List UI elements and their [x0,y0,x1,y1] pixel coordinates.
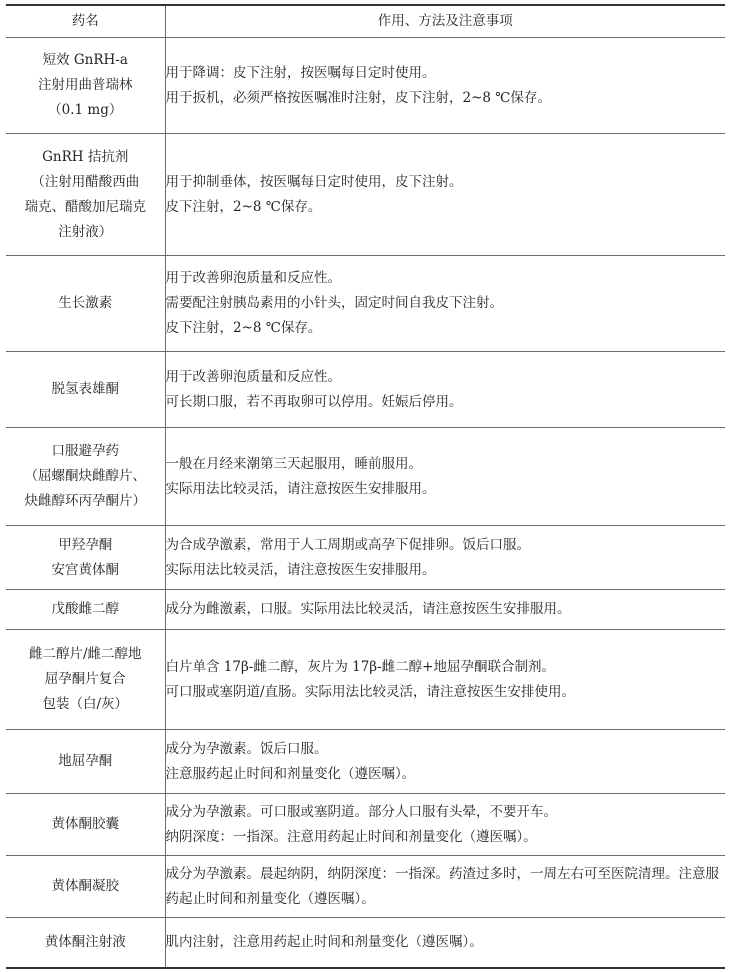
table-row [6,38,725,134]
drug-name-cell [6,918,165,968]
drug-name-cell [6,590,165,630]
header-drug-name: 药名 [6,5,165,38]
medication-table [6,4,725,969]
drug-name-line: （注射用醋酸西曲 [31,173,140,190]
usage-notes-cell [165,918,725,968]
usage-notes-cell [165,352,725,428]
usage-note-line: 用于改善卵泡质量和反应性。 [165,368,341,385]
drug-name-cell [6,428,165,526]
usage-notes-cell [165,38,725,134]
drug-name-line: 脱氢表雄酮 [51,381,119,397]
table-row [6,256,725,352]
header-row [6,5,725,38]
usage-note-line: 为合成孕激素，常用于人工周期或高孕下促排卵。饭后口服。 [165,536,530,553]
usage-note-line: 用于降调：皮下注射，按医嘱每日定时使用。 [165,64,436,81]
usage-note-line: 实际用法比较灵活，请注意按医生安排服用。 [165,561,436,578]
usage-note-line: 可长期口服，若不再取卵可以停用。妊娠后停用。 [165,393,463,410]
table-row [6,134,725,256]
drug-name-line: 生长激素 [58,295,113,311]
table-row [6,590,725,630]
drug-name-line: 注射用曲普瑞林 [38,77,133,93]
header-usage-notes: 作用、方法及注意事项 [165,5,725,38]
drug-name-line: 安宫黄体酮 [51,561,119,578]
usage-note-line: 纳阴深度：一指深。注意用药起止时间和剂量变化（遵医嘱）。 [165,828,537,845]
drug-name-line: GnRH 拮抗剂 [42,148,129,165]
usage-note-line: 白片单含 17β-雌二醇，灰片为 17β-雌二醇+地屈孕酮联合制剂。 [165,658,555,675]
drug-name-line: 戊酸雌二醇 [51,601,119,617]
usage-note-line: 成分为孕激素。可口服或塞阴道。部分人口服有头晕，不要开车。 [165,803,557,820]
table-row [6,630,725,730]
table-row [6,856,725,918]
drug-name-line: 黄体酮注射液 [44,933,126,950]
usage-note-line: 可口服或塞阴道/直肠。实际用法比较灵活，请注意按医生安排使用。 [165,683,576,700]
drug-name-cell [6,352,165,428]
usage-note-line: 皮下注射，2~8 ℃保存。 [165,198,322,215]
usage-note-line: 成分为雌激素，口服。实际用法比较灵活，请注意按医生安排服用。 [165,601,571,617]
drug-name-cell [6,38,165,134]
drug-name-cell [6,256,165,352]
usage-notes-cell [165,134,725,256]
usage-note-line: 需要配注射胰岛素用的小针头，固定时间自我皮下注射。 [165,295,503,311]
table-row [6,428,725,526]
usage-notes-cell [165,526,725,590]
table-row [6,730,725,794]
drug-name-line: 黄体酮胶囊 [51,816,119,832]
table-row [6,526,725,590]
drug-name-cell [6,794,165,856]
usage-note-line: 用于改善卵泡质量和反应性。 [165,270,341,286]
drug-name-line: （0.1 mg） [48,102,123,118]
usage-notes-cell [165,590,725,630]
drug-name-line: 包装（白/灰） [42,696,129,712]
table-row [6,352,725,428]
usage-notes-cell [165,730,725,794]
usage-note-line: 皮下注射，2~8 ℃保存。 [165,320,322,336]
usage-note-line: 成分为孕激素。饭后口服。 [165,740,328,757]
drug-name-cell [6,526,165,590]
drug-name-cell [6,630,165,730]
drug-name-line: 瑞克、醋酸加尼瑞克 [24,198,146,215]
usage-notes-cell [165,794,725,856]
drug-name-line: 口服避孕药 [51,443,119,459]
drug-name-cell [6,730,165,794]
usage-note-line: 用于扳机，必须严格按医嘱准时注射，皮下注射，2~8 ℃保存。 [165,89,551,106]
usage-note-line: 成分为孕激素。晨起纳阴，纳阴深度：一指深。药渣过多时，一周左右可至医院清理。注意服药起止时间和剂量变化（遵医嘱）。 [165,865,719,907]
drug-name-line: 雌二醇片/雌二醇地 [28,646,142,662]
table-body [6,38,725,968]
drug-name-line: 注射液） [58,223,113,240]
usage-notes-cell [165,630,725,730]
drug-name-line: 黄体酮凝胶 [51,878,119,894]
usage-note-line: 一般在月经来潮第三天起服用，睡前服用。 [165,455,422,472]
usage-notes-cell [165,428,725,526]
drug-name-line: 炔雌醇环丙孕酮片） [24,493,146,509]
usage-note-line: 肌内注射，注意用药起止时间和剂量变化（遵医嘱）。 [165,933,483,950]
drug-name-line: 甲羟孕酮 [58,536,113,553]
drug-name-cell [6,856,165,918]
table-row [6,794,725,856]
drug-name-line: 屈孕酮片复合 [44,671,126,687]
drug-name-line: 短效 GnRH-a [42,52,128,68]
usage-note-line: 注意服药起止时间和剂量变化（遵医嘱）。 [165,765,416,782]
usage-note-line: 实际用法比较灵活，请注意按医生安排服用。 [165,480,436,497]
drug-name-cell [6,134,165,256]
drug-name-line: （屈螺酮炔雌醇片、 [24,468,146,484]
usage-notes-cell [165,256,725,352]
table-header [6,5,725,38]
table-row [6,918,725,968]
usage-notes-cell [165,856,725,918]
drug-name-line: 地屈孕酮 [58,753,113,769]
usage-note-line: 用于抑制垂体，按医嘱每日定时使用，皮下注射。 [165,173,463,190]
